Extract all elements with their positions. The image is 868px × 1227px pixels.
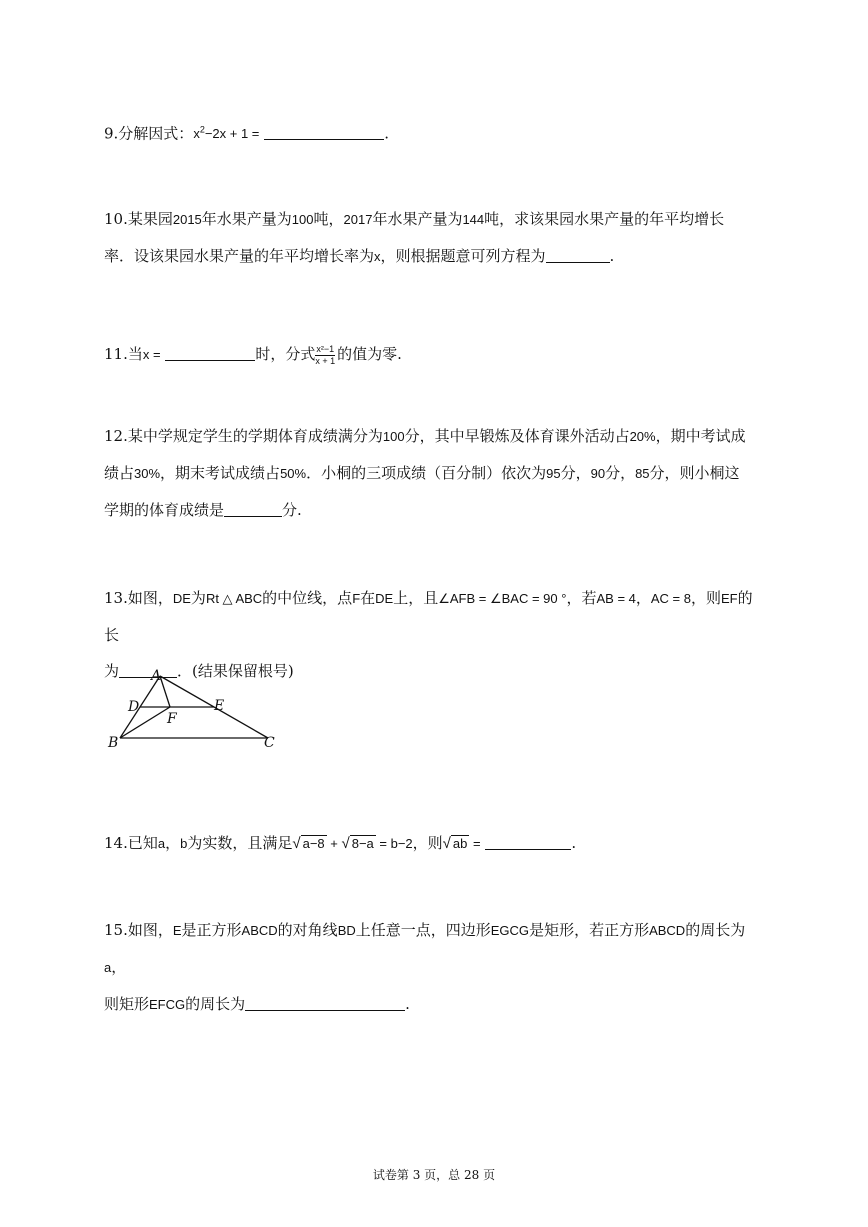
sqrt-expression: √ a−8 (292, 835, 325, 852)
triangle-figure (104, 664, 284, 754)
answer-blank[interactable] (165, 346, 255, 361)
question-11: 11.当x = 时，分式 $\frac{\text{x²−1}}{x + 1}$ 的值为零. (104, 343, 402, 366)
question-13: 13.如图，DE为Rt △ ABC的中位线，点F在DE上，且∠AFB = ∠BAC = 90 °，若AB = 4，AC = 8，则EF的长 为 ．(结果保留根号) (104, 589, 753, 680)
answer-blank[interactable] (245, 996, 405, 1011)
label-c: C (264, 735, 275, 751)
q9-expr: $x^2-2x + 1$ = (193, 125, 260, 142)
question-15: 15.如图，E是正方形ABCD的对角线BD上任意一点，四边形EGCG是矩形，若正方形ABCD的周长为a， 则矩形EFCG的周长为 . (104, 921, 746, 1013)
question-14: 14.已知a，b为实数，且满足√ a−8 + √ 8−a = b−2，则√ ab = . (104, 825, 764, 862)
question-9: 9.分解因式：$x^2-2x + 1$ = . (104, 124, 389, 143)
answer-blank[interactable] (264, 125, 384, 140)
label-d: D (128, 699, 140, 715)
label-e: E (214, 698, 225, 714)
question-12: 12.某中学规定学生的学期体育成绩满分为100分，其中早锻炼及体育课外活动占20%，期中考试成 绩占30%，期末考试成绩占50%．小桐的三项成绩（百分制）依次为95分，90分，85分，则小桐这 学期的体育成绩是 分. (104, 427, 746, 519)
label-f: F (167, 711, 177, 727)
label-b: B (108, 735, 119, 751)
answer-blank[interactable] (546, 248, 610, 263)
answer-blank[interactable] (485, 835, 571, 850)
fraction: $\frac{\text{x²−1}}{x + 1}$ (315, 343, 336, 366)
question-10: 10.某果园2015年水果产量为100吨，2017年水果产量为144吨，求该果园水果产量的年平均增长 率．设该果园水果产量的年平均增长率为x，则根据题意可列方程为 . (104, 210, 725, 265)
answer-blank[interactable] (224, 502, 282, 517)
label-a: A (151, 668, 162, 684)
sqrt-expression: √ ab (442, 835, 468, 852)
sqrt-expression: √ 8−a (341, 835, 374, 852)
page-footer: 试卷第 3 页，总 28 页 (372, 1168, 496, 1182)
